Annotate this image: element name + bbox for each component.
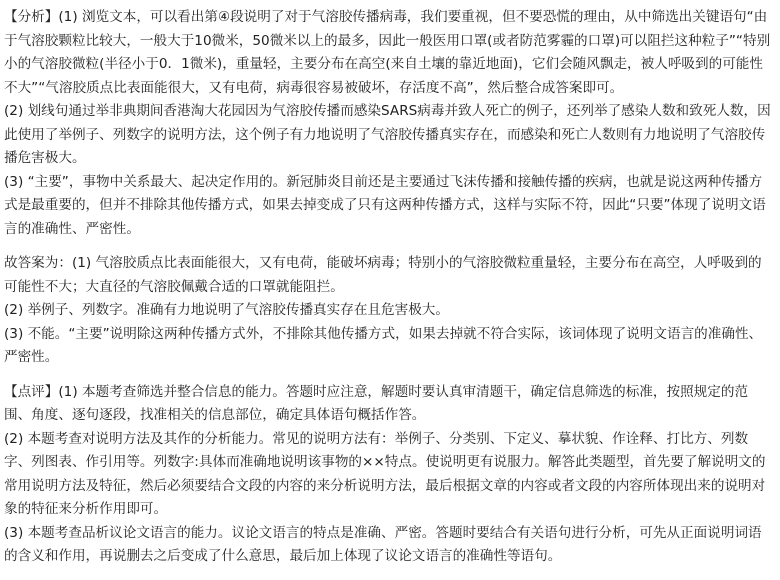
analysis-header: 【分析】 bbox=[4, 9, 59, 25]
comment-text-1: (1) 本题考查筛选并整合信息的能力。答题时应注意，解题时要认真审清题干，确定信息筛选的标准，按照规定的范围、角度、逐句逐段，找准相关的信息部位，确定具体语句概括作答。 bbox=[4, 383, 749, 423]
answer-paragraph-3: (3) 不能。“主要”说明除这两种传播方式外，不排除其他传播方式，如果去掉就不符合实际，该词体现了说明文语言的准确性、严密性。 bbox=[4, 325, 763, 365]
section-gap bbox=[4, 370, 774, 381]
section-gap bbox=[4, 241, 774, 252]
comment-paragraph-2: (2) 本题考查对说明方法及其作的分析能力。常见的说明方法有：举例子、分类别、下定义、摹状貌、作诠释、打比方、列数字、列图表、作引用等。列数字:具体而准确地说明该事物的××特点。使说明更有说服力。解答此类题型，首先要了解说明文的常用说明方法及特征，然后必须要结合文段的内容的来分析说明方法，最后根据文章的内容或者文段的内容所体现出来的说明对象的特征来分析作用即可。 bbox=[4, 430, 766, 517]
analysis-paragraph-3: (3) “主要”，事物中关系最大、起决定作用的。新冠肺炎目前还是主要通过飞沫传播和接触传播的疾病，也就是说这两种传播方式是最重要的，但并不排除其他传播方式，如果去掉变成了只有这两种传播方式，这样与实际不符，因此“只要”体现了说明文语言的准确性、严密性。 bbox=[4, 173, 766, 237]
comment-paragraph-3: (3) 本题考查品析议论文语言的能力。议论文语言的特点是准确、严密。答题时要结合有关语句进行分析，可先从正面说明词语的含义和作用，再说删去之后变成了什么意思，最后加上体现了议论文语言的准确性等语句。 bbox=[4, 524, 762, 564]
answer-paragraph-2: (2) 举例子、列数字。准确有力地说明了气溶胶传播真实存在且危害极大。 bbox=[4, 302, 449, 318]
comment-header: 【点评】 bbox=[4, 383, 59, 400]
analysis-text-1: (1) 浏览文本，可以看出第④段说明了对于气溶胶传播病毒，我们要重视，但不要恐慌的理由，从中筛选出关键语句“由于气溶胶颗粒比较大，一般大于10微米，50微米以上的最多，因此一般医用口罩(或者防范雾霾的口罩)可以阻拦这种粒子”“特别小的气溶胶微粒(半径小于0．1微米)，重量轻，主要分布在高空(来自土壤的靠近地面)，它们会随风飘走，被人呼吸到的可能性不大”“气溶胶质点比表面能很大，又有电荷，病毒很容易被破坏，存活度不高”，然后整合成答案即可。 bbox=[4, 9, 771, 96]
analysis-paragraph-1 bbox=[4, 6, 774, 100]
comment-paragraph-1 bbox=[4, 381, 774, 428]
answer-paragraph-1: 故答案为：(1) 气溶胶质点比表面能很大，又有电荷，能破坏病毒；特别小的气溶胶微粒重量轻，主要分布在高空，人呼吸到的可能性不大；大直径的气溶胶佩戴合适的口罩就能阻拦。 bbox=[4, 255, 762, 295]
analysis-paragraph-2: (2) 划线句通过举非典期间香港淘大花园因为气溶胶传播而感染SARS病毒并致人死亡的例子，还列举了感染人数和致死人数，因此使用了举例子、列数字的说明方法，这个例子有力地说明了气溶胶传播真实存在，而感染和死亡人数则有力地说明了气溶胶传播危害极大。 bbox=[4, 103, 771, 166]
